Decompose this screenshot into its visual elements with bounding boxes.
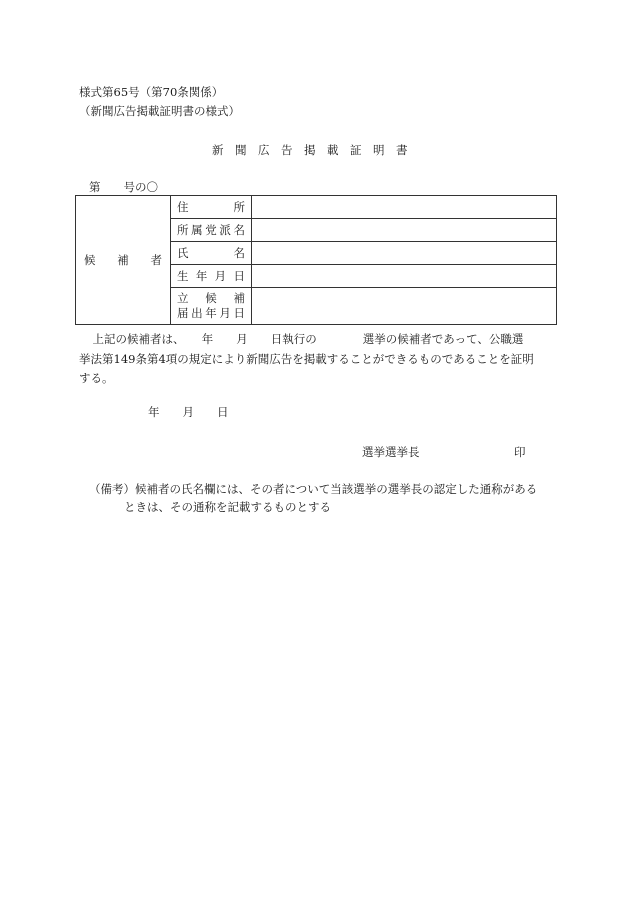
label-candidacy-date [171, 288, 252, 325]
birthdate-value[interactable] [252, 265, 557, 288]
label-char: 所 [233, 199, 245, 214]
candidate-header-char: 候 [84, 253, 96, 267]
label-char: 出 [191, 306, 203, 320]
label-char: 年 [205, 306, 217, 320]
label-char: 立 [177, 291, 189, 305]
body-text-line-2: 挙法第149条第4項の規定により新聞広告を掲載することができるものであることを証明 [79, 352, 534, 366]
candidacy-date-value[interactable] [252, 288, 557, 325]
label-char: 属 [191, 222, 203, 237]
name-value[interactable] [252, 242, 557, 265]
candidate-header-cell [76, 196, 171, 325]
label-char: 所 [177, 222, 189, 237]
number-line: 第 号の〇 [89, 180, 158, 194]
form-subtitle: （新聞広告掲載証明書の様式） [79, 104, 240, 118]
label-char: 派 [219, 222, 231, 237]
date-line: 年 月 日 [148, 405, 229, 419]
label-birthdate [171, 265, 252, 288]
notes-line-2: ときは、その通称を記載するものとする [124, 500, 331, 514]
seal-mark: 印 [514, 445, 526, 459]
label-char: 住 [177, 199, 189, 214]
label-char: 日 [233, 268, 245, 283]
label-char: 届 [177, 306, 189, 320]
party-value[interactable] [252, 219, 557, 242]
candidate-table [75, 195, 557, 325]
candidate-header-char: 補 [117, 253, 129, 267]
label-char: 月 [214, 268, 227, 283]
document-title: 新 聞 広 告 掲 載 証 明 書 [212, 143, 408, 157]
label-name [171, 242, 252, 265]
label-char: 党 [205, 222, 217, 237]
notes-label: （備考） [89, 482, 135, 496]
candidate-header-char: 者 [150, 253, 162, 267]
label-char: 日 [233, 306, 245, 320]
label-char: 名 [233, 245, 245, 260]
label-char: 名 [233, 222, 245, 237]
notes-line-1: 候補者の氏名欄には、その者について当該選挙の選挙長の認定した通称がある [135, 482, 538, 496]
election-chief-title: 選挙選挙長 [362, 445, 420, 459]
label-char: 年 [195, 268, 208, 283]
label-address [171, 196, 252, 219]
body-text-line-1: 上記の候補者は、 年 月 日執行の 選挙の候補者であって、公職選 [81, 332, 524, 346]
body-text-line-3: する。 [79, 371, 114, 385]
address-value[interactable] [252, 196, 557, 219]
label-char: 月 [219, 306, 231, 320]
label-char: 生 [177, 268, 189, 283]
label-char: 候 [205, 291, 217, 305]
label-party [171, 219, 252, 242]
label-char: 補 [233, 291, 245, 305]
form-number: 様式第65号（第70条関係） [79, 85, 224, 99]
label-char: 氏 [177, 245, 189, 260]
